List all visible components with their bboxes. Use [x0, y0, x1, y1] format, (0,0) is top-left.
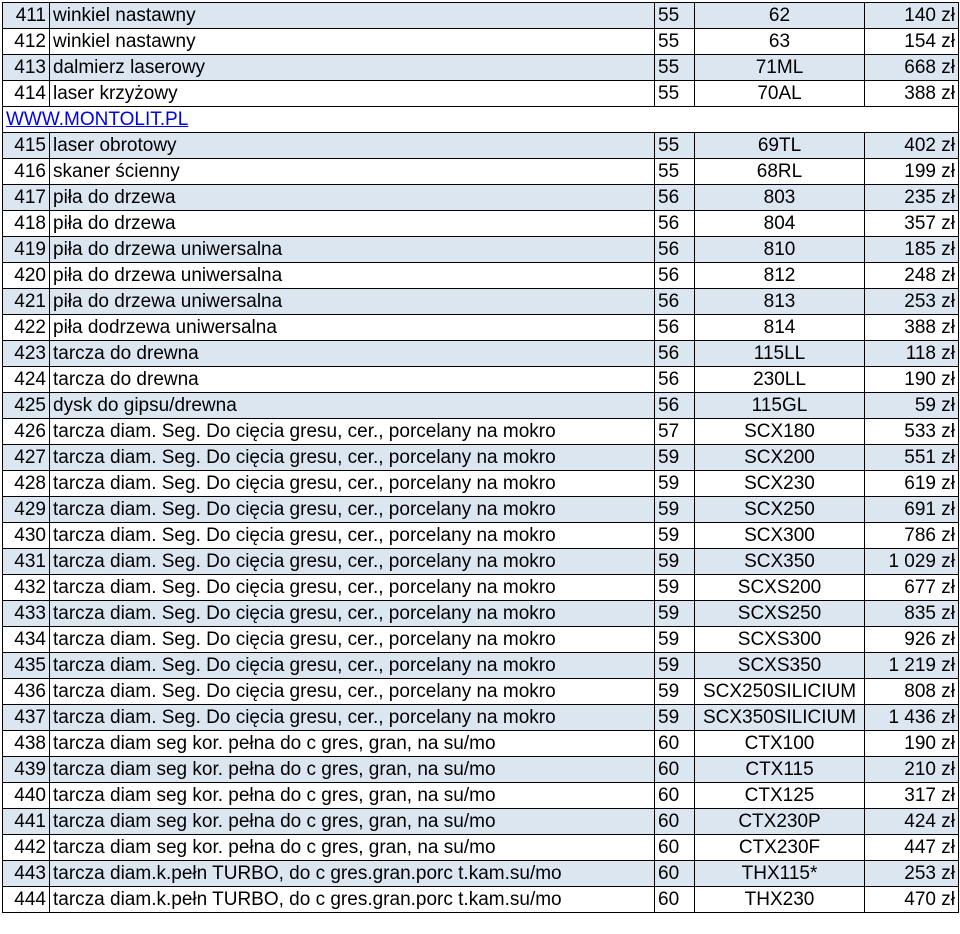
table-row — [3, 523, 959, 549]
product-name: piła do drzewa — [50, 185, 655, 211]
row-number: 431 — [3, 549, 50, 575]
catalog-page: 55 — [655, 3, 695, 29]
product-price: 317 zł — [865, 783, 959, 809]
product-code: CTX100 — [695, 731, 865, 757]
table-row — [3, 549, 959, 575]
product-name: tarcza diam. Seg. Do cięcia gresu, cer., porcelany na mokro — [50, 601, 655, 627]
product-code: CTX230P — [695, 809, 865, 835]
row-number: 433 — [3, 601, 50, 627]
table-row — [3, 55, 959, 81]
table-row — [3, 497, 959, 523]
product-code: 70AL — [695, 81, 865, 107]
catalog-page: 55 — [655, 29, 695, 55]
product-code: 68RL — [695, 159, 865, 185]
catalog-page: 56 — [655, 211, 695, 237]
product-code: 69TL — [695, 133, 865, 159]
row-number: 427 — [3, 445, 50, 471]
catalog-page: 56 — [655, 289, 695, 315]
website-link[interactable]: WWW.MONTOLIT.PL — [6, 109, 189, 130]
price-list-table — [2, 2, 959, 913]
row-number: 442 — [3, 835, 50, 861]
catalog-page: 60 — [655, 835, 695, 861]
product-name: laser obrotowy — [50, 133, 655, 159]
product-code: CTX115 — [695, 757, 865, 783]
catalog-page: 56 — [655, 341, 695, 367]
product-code: 71ML — [695, 55, 865, 81]
catalog-page: 56 — [655, 185, 695, 211]
product-name: tarcza diam. Seg. Do cięcia gresu, cer., porcelany na mokro — [50, 549, 655, 575]
product-code: 115GL — [695, 393, 865, 419]
table-row — [3, 263, 959, 289]
row-number: 420 — [3, 263, 50, 289]
link-cell — [3, 107, 959, 133]
product-name: tarcza diam seg kor. pełna do c gres, gran, na su/mo — [50, 835, 655, 861]
product-price: 1 029 zł — [865, 549, 959, 575]
product-name: winkiel nastawny — [50, 29, 655, 55]
product-name: skaner ścienny — [50, 159, 655, 185]
product-price: 1 219 zł — [865, 653, 959, 679]
table-row — [3, 211, 959, 237]
product-code: 804 — [695, 211, 865, 237]
product-price: 210 zł — [865, 757, 959, 783]
product-code: THX115* — [695, 861, 865, 887]
product-price: 190 zł — [865, 731, 959, 757]
product-code: 812 — [695, 263, 865, 289]
product-name: piła do drzewa uniwersalna — [50, 289, 655, 315]
row-number: 443 — [3, 861, 50, 887]
catalog-page: 60 — [655, 731, 695, 757]
table-row — [3, 3, 959, 29]
table-row — [3, 341, 959, 367]
product-code: 810 — [695, 237, 865, 263]
row-number: 424 — [3, 367, 50, 393]
product-price: 185 zł — [865, 237, 959, 263]
table-row — [3, 783, 959, 809]
product-price: 253 zł — [865, 289, 959, 315]
product-name: tarcza diam. Seg. Do cięcia gresu, cer., porcelany na mokro — [50, 471, 655, 497]
table-row — [3, 731, 959, 757]
product-price: 357 zł — [865, 211, 959, 237]
row-number: 425 — [3, 393, 50, 419]
product-name: tarcza diam. Seg. Do cięcia gresu, cer., porcelany na mokro — [50, 523, 655, 549]
product-price: 533 zł — [865, 419, 959, 445]
product-name: tarcza diam. Seg. Do cięcia gresu, cer., porcelany na mokro — [50, 653, 655, 679]
product-name: piła do drzewa — [50, 211, 655, 237]
link-row — [3, 107, 959, 133]
product-name: tarcza do drewna — [50, 341, 655, 367]
row-number: 444 — [3, 887, 50, 913]
product-name: tarcza diam. Seg. Do cięcia gresu, cer., porcelany na mokro — [50, 627, 655, 653]
product-name: dysk do gipsu/drewna — [50, 393, 655, 419]
product-name: tarcza diam. Seg. Do cięcia gresu, cer., porcelany na mokro — [50, 419, 655, 445]
product-code: 230LL — [695, 367, 865, 393]
table-row — [3, 133, 959, 159]
catalog-page: 56 — [655, 315, 695, 341]
product-name: tarcza do drewna — [50, 367, 655, 393]
row-number: 437 — [3, 705, 50, 731]
product-price: 668 zł — [865, 55, 959, 81]
table-row — [3, 653, 959, 679]
product-price: 447 zł — [865, 835, 959, 861]
product-price: 926 zł — [865, 627, 959, 653]
product-name: piła do drzewa uniwersalna — [50, 237, 655, 263]
catalog-page: 60 — [655, 887, 695, 913]
product-price: 619 zł — [865, 471, 959, 497]
table-row — [3, 705, 959, 731]
product-price: 388 zł — [865, 315, 959, 341]
product-code: CTX125 — [695, 783, 865, 809]
product-code: SCX300 — [695, 523, 865, 549]
product-name: winkiel nastawny — [50, 3, 655, 29]
product-name: dalmierz laserowy — [50, 55, 655, 81]
row-number: 432 — [3, 575, 50, 601]
row-number: 423 — [3, 341, 50, 367]
product-price: 1 436 zł — [865, 705, 959, 731]
table-row — [3, 835, 959, 861]
product-price: 808 zł — [865, 679, 959, 705]
row-number: 441 — [3, 809, 50, 835]
product-name: tarcza diam. Seg. Do cięcia gresu, cer., porcelany na mokro — [50, 679, 655, 705]
product-price: 677 zł — [865, 575, 959, 601]
product-price: 786 zł — [865, 523, 959, 549]
catalog-page: 60 — [655, 757, 695, 783]
product-name: tarcza diam seg kor. pełna do c gres, gran, na su/mo — [50, 731, 655, 757]
row-number: 439 — [3, 757, 50, 783]
product-price: 199 zł — [865, 159, 959, 185]
table-row — [3, 861, 959, 887]
product-code: CTX230F — [695, 835, 865, 861]
table-row — [3, 471, 959, 497]
row-number: 411 — [3, 3, 50, 29]
row-number: 422 — [3, 315, 50, 341]
row-number: 418 — [3, 211, 50, 237]
catalog-page: 55 — [655, 55, 695, 81]
row-number: 412 — [3, 29, 50, 55]
row-number: 413 — [3, 55, 50, 81]
product-name: tarcza diam.k.pełn TURBO, do c gres.gran.porc t.kam.su/mo — [50, 861, 655, 887]
catalog-page: 59 — [655, 497, 695, 523]
product-code: SCXS250 — [695, 601, 865, 627]
product-code: SCX350SILICIUM — [695, 705, 865, 731]
row-number: 428 — [3, 471, 50, 497]
catalog-page: 56 — [655, 367, 695, 393]
catalog-page: 59 — [655, 679, 695, 705]
catalog-page: 56 — [655, 237, 695, 263]
row-number: 435 — [3, 653, 50, 679]
product-name: laser krzyżowy — [50, 81, 655, 107]
table-row — [3, 445, 959, 471]
catalog-page: 57 — [655, 419, 695, 445]
row-number: 440 — [3, 783, 50, 809]
table-row — [3, 757, 959, 783]
row-number: 419 — [3, 237, 50, 263]
product-code: SCX250 — [695, 497, 865, 523]
catalog-page: 59 — [655, 549, 695, 575]
product-code: 63 — [695, 29, 865, 55]
row-number: 421 — [3, 289, 50, 315]
table-row — [3, 679, 959, 705]
table-row — [3, 393, 959, 419]
product-code: 803 — [695, 185, 865, 211]
product-name: tarcza diam seg kor. pełna do c gres, gran, na su/mo — [50, 783, 655, 809]
product-price: 118 zł — [865, 341, 959, 367]
product-code: THX230 — [695, 887, 865, 913]
row-number: 429 — [3, 497, 50, 523]
table-row — [3, 627, 959, 653]
row-number: 438 — [3, 731, 50, 757]
product-name: tarcza diam. Seg. Do cięcia gresu, cer., porcelany na mokro — [50, 575, 655, 601]
product-price: 59 zł — [865, 393, 959, 419]
product-price: 235 zł — [865, 185, 959, 211]
row-number: 426 — [3, 419, 50, 445]
catalog-page: 59 — [655, 627, 695, 653]
product-code: SCXS350 — [695, 653, 865, 679]
product-name: tarcza diam. Seg. Do cięcia gresu, cer., porcelany na mokro — [50, 705, 655, 731]
product-name: tarcza diam seg kor. pełna do c gres, gran, na su/mo — [50, 809, 655, 835]
catalog-page: 59 — [655, 445, 695, 471]
catalog-page: 60 — [655, 861, 695, 887]
product-code: SCX250SILICIUM — [695, 679, 865, 705]
product-code: 62 — [695, 3, 865, 29]
row-number: 416 — [3, 159, 50, 185]
product-code: SCX230 — [695, 471, 865, 497]
catalog-page: 55 — [655, 81, 695, 107]
product-price: 154 zł — [865, 29, 959, 55]
row-number: 434 — [3, 627, 50, 653]
product-code: 813 — [695, 289, 865, 315]
row-number: 417 — [3, 185, 50, 211]
product-price: 424 zł — [865, 809, 959, 835]
product-price: 248 zł — [865, 263, 959, 289]
row-number: 415 — [3, 133, 50, 159]
table-row — [3, 159, 959, 185]
product-code: 115LL — [695, 341, 865, 367]
table-row — [3, 575, 959, 601]
product-name: piła dodrzewa uniwersalna — [50, 315, 655, 341]
product-name: piła do drzewa uniwersalna — [50, 263, 655, 289]
product-code: SCXS300 — [695, 627, 865, 653]
table-row — [3, 29, 959, 55]
product-name: tarcza diam. Seg. Do cięcia gresu, cer., porcelany na mokro — [50, 445, 655, 471]
catalog-page: 59 — [655, 575, 695, 601]
table-row — [3, 367, 959, 393]
table-row — [3, 419, 959, 445]
table-row — [3, 601, 959, 627]
product-price: 835 zł — [865, 601, 959, 627]
product-code: SCXS200 — [695, 575, 865, 601]
row-number: 414 — [3, 81, 50, 107]
product-code: 814 — [695, 315, 865, 341]
row-number: 436 — [3, 679, 50, 705]
product-name: tarcza diam.k.pełn TURBO, do c gres.gran.porc t.kam.su/mo — [50, 887, 655, 913]
catalog-page: 59 — [655, 653, 695, 679]
catalog-page: 56 — [655, 263, 695, 289]
catalog-page: 55 — [655, 159, 695, 185]
product-price: 190 zł — [865, 367, 959, 393]
product-price: 402 zł — [865, 133, 959, 159]
catalog-page: 59 — [655, 601, 695, 627]
catalog-page: 60 — [655, 783, 695, 809]
catalog-page: 59 — [655, 523, 695, 549]
product-name: tarcza diam seg kor. pełna do c gres, gran, na su/mo — [50, 757, 655, 783]
table-row — [3, 289, 959, 315]
table-row — [3, 887, 959, 913]
product-price: 140 zł — [865, 3, 959, 29]
table-row — [3, 809, 959, 835]
table-row — [3, 237, 959, 263]
table-row — [3, 315, 959, 341]
catalog-page: 56 — [655, 393, 695, 419]
product-price: 691 zł — [865, 497, 959, 523]
product-price: 470 zł — [865, 887, 959, 913]
product-code: SCX200 — [695, 445, 865, 471]
product-price: 551 zł — [865, 445, 959, 471]
product-name: tarcza diam. Seg. Do cięcia gresu, cer., porcelany na mokro — [50, 497, 655, 523]
product-code: SCX350 — [695, 549, 865, 575]
table-row — [3, 185, 959, 211]
product-price: 253 zł — [865, 861, 959, 887]
product-code: SCX180 — [695, 419, 865, 445]
product-price: 388 zł — [865, 81, 959, 107]
catalog-page: 59 — [655, 471, 695, 497]
table-row — [3, 81, 959, 107]
row-number: 430 — [3, 523, 50, 549]
price-list-body — [3, 3, 959, 913]
catalog-page: 59 — [655, 705, 695, 731]
catalog-page: 60 — [655, 809, 695, 835]
catalog-page: 55 — [655, 133, 695, 159]
